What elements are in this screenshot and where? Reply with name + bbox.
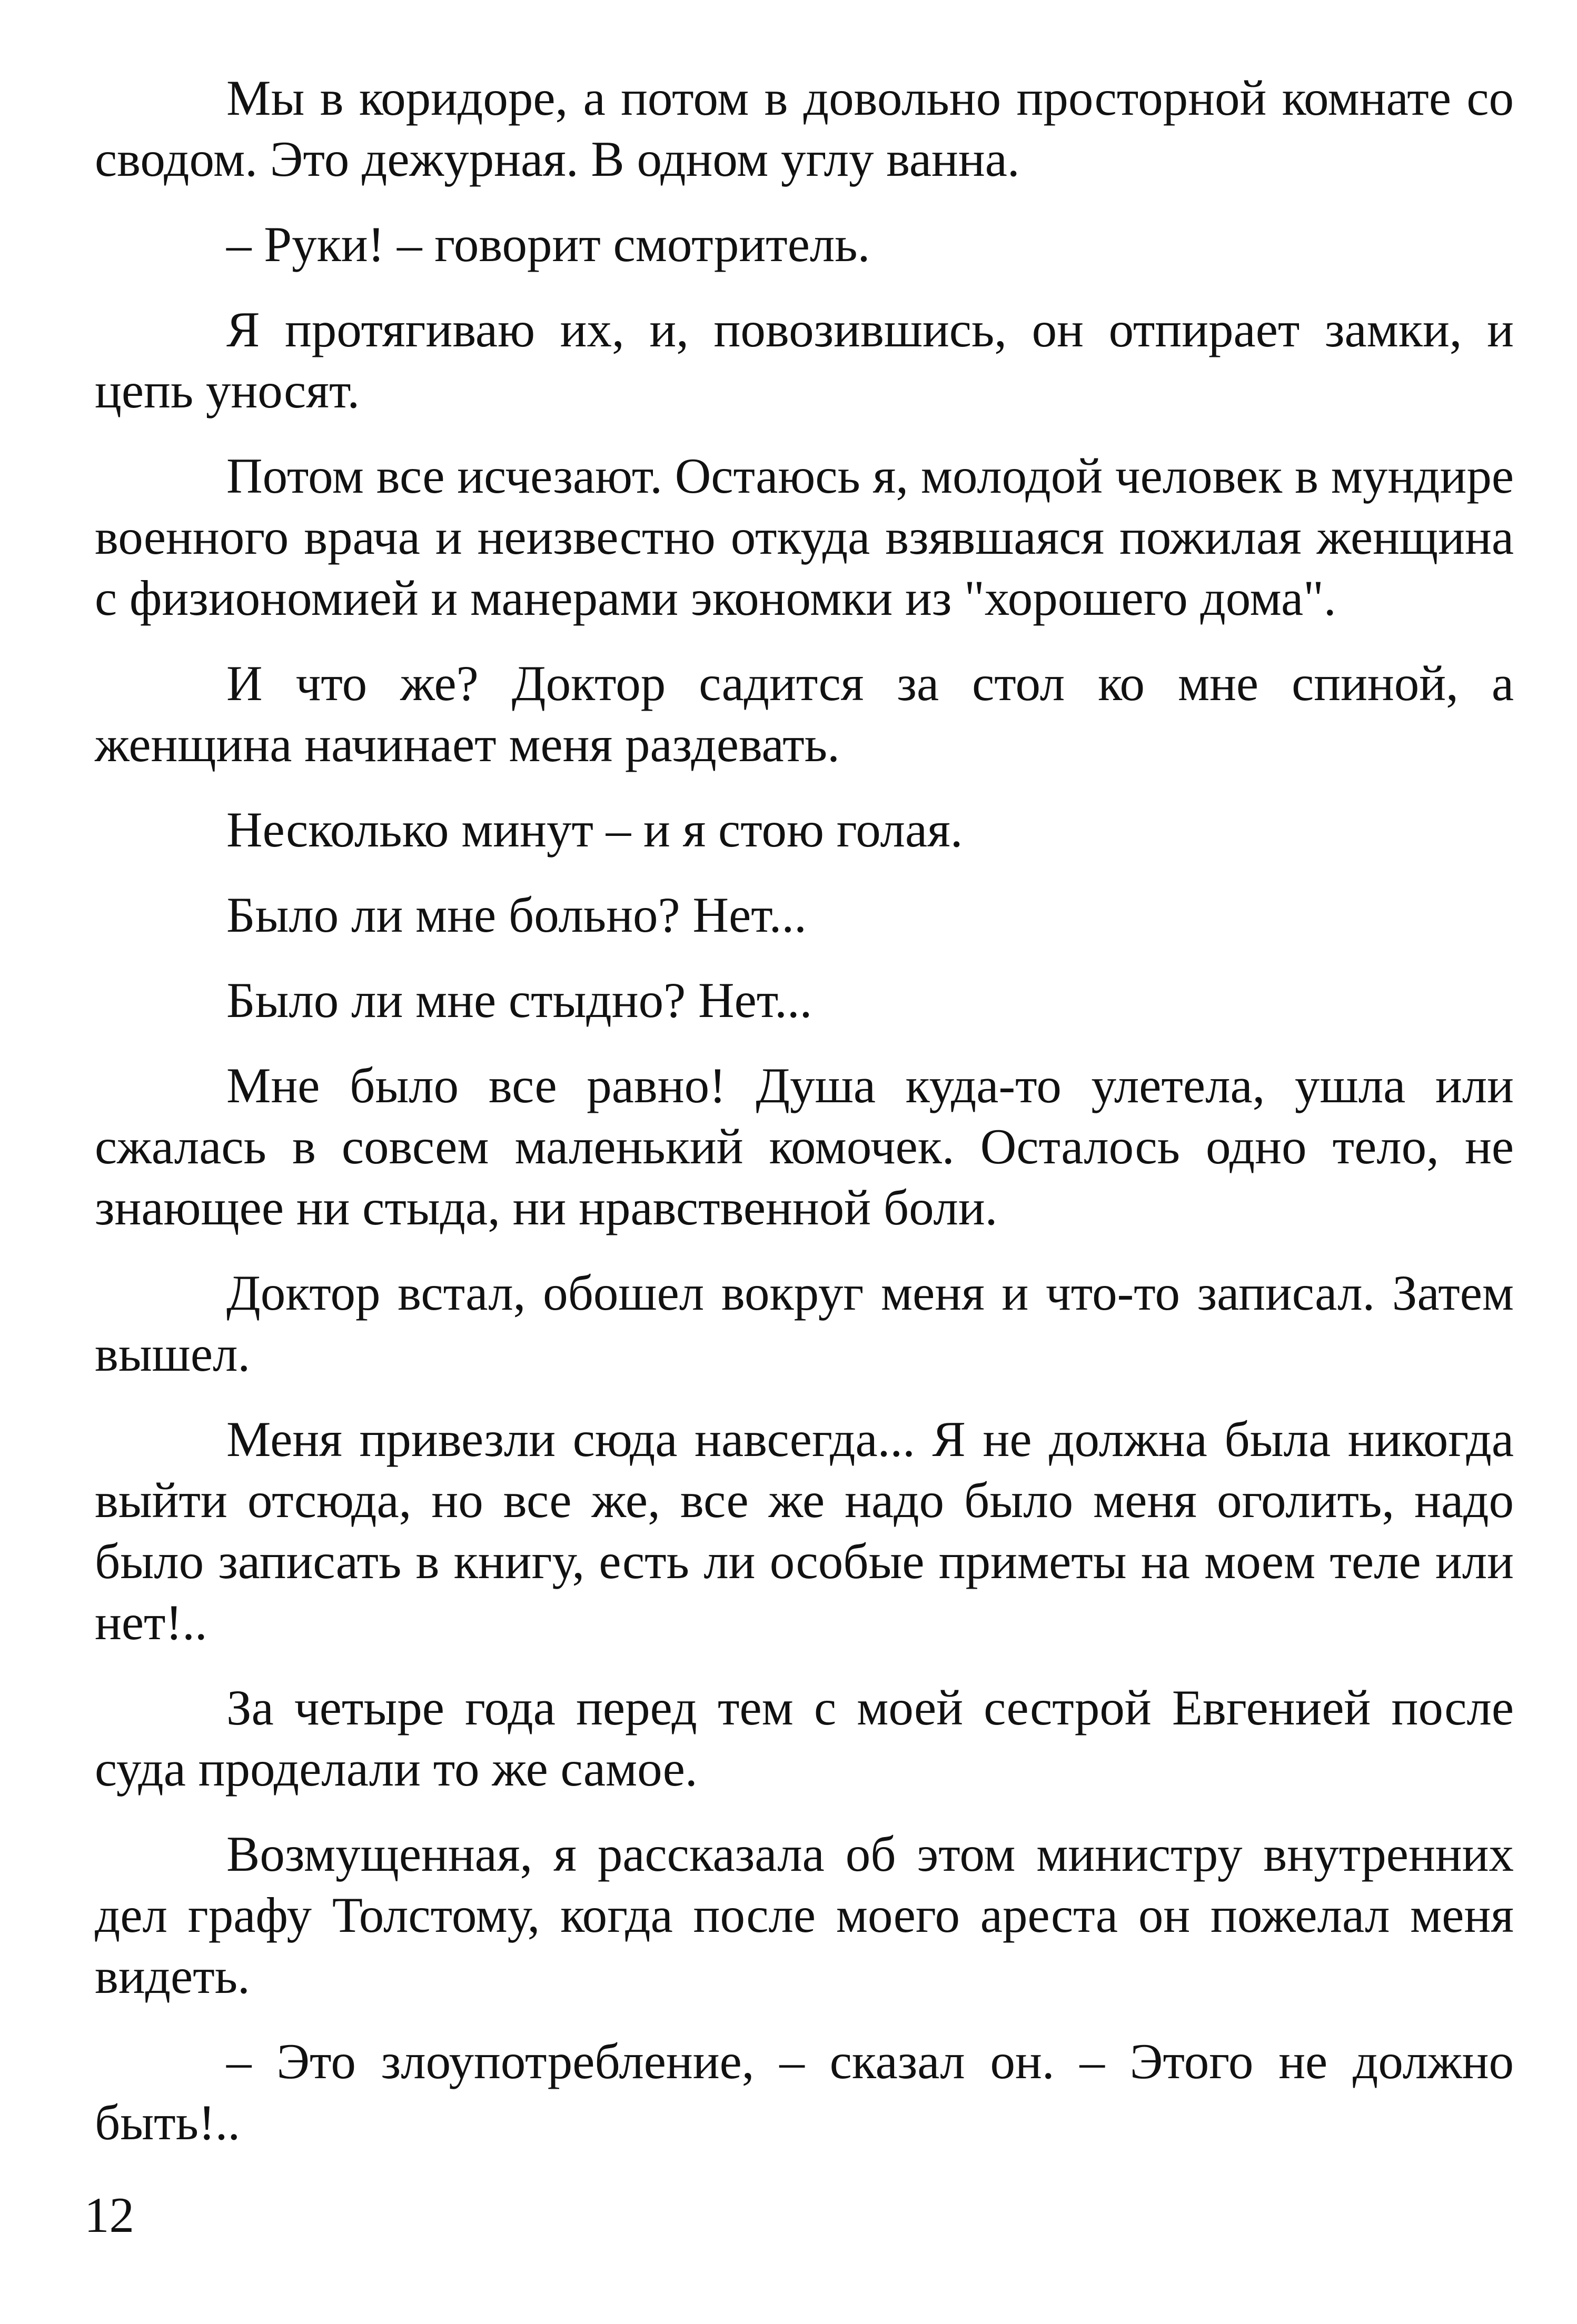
paragraph: Было ли мне больно? Нет... <box>226 887 807 943</box>
paragraph: Мне было все равно! Душа куда-то улетела, ушла или сжалась в совсем маленький комочек. Осталось одно тело, не знающее ни стыда, ни нравственной боли. <box>95 1058 1514 1235</box>
paragraph: Возмущенная, я рассказала об этом министру внутренних дел графу Толстому, когда после моего ареста он пожелал меня видеть. <box>95 1826 1514 2004</box>
paragraph: Я протягиваю их, и, повозившись, он отпирает замки, и цепь уносят. <box>95 302 1514 418</box>
paragraph: – Руки! – говорит смотритель. <box>226 216 870 272</box>
paragraph: Меня привезли сюда навсегда... Я не должна была никогда выйти отсюда, но все же, все же надо было меня оголить, надо было записать в книгу, есть ли особые приметы на моем теле или нет!.. <box>95 1411 1514 1650</box>
page-body <box>95 67 1514 2177</box>
paragraph: За четыре года перед тем с моей сестрой Евгенией после суда проделали то же самое. <box>95 1680 1514 1797</box>
page-number: 12 <box>84 2187 134 2243</box>
paragraph: Потом все исчезают. Остаюсь я, молодой человек в мундире военного врача и неизвестно откуда взявшаяся пожилая женщина с физиономией и манерами экономки из "хорошего дома". <box>95 448 1514 626</box>
paragraph: Мы в коридоре, а потом в довольно просторной комнате со сводом. Это дежурная. В одном углу ванна. <box>95 70 1514 187</box>
paragraph: – Это злоупотребление, – сказал он. – Этого не должно быть!.. <box>95 2033 1514 2150</box>
paragraph: Доктор встал, обошел вокруг меня и что-то записал. Затем вышел. <box>95 1265 1514 1382</box>
paragraph: Было ли мне стыдно? Нет... <box>226 972 812 1028</box>
paragraph: Несколько минут – и я стою голая. <box>226 802 963 857</box>
paragraph: И что же? Доктор садится за стол ко мне спиной, а женщина начинает меня раздевать. <box>95 655 1514 772</box>
